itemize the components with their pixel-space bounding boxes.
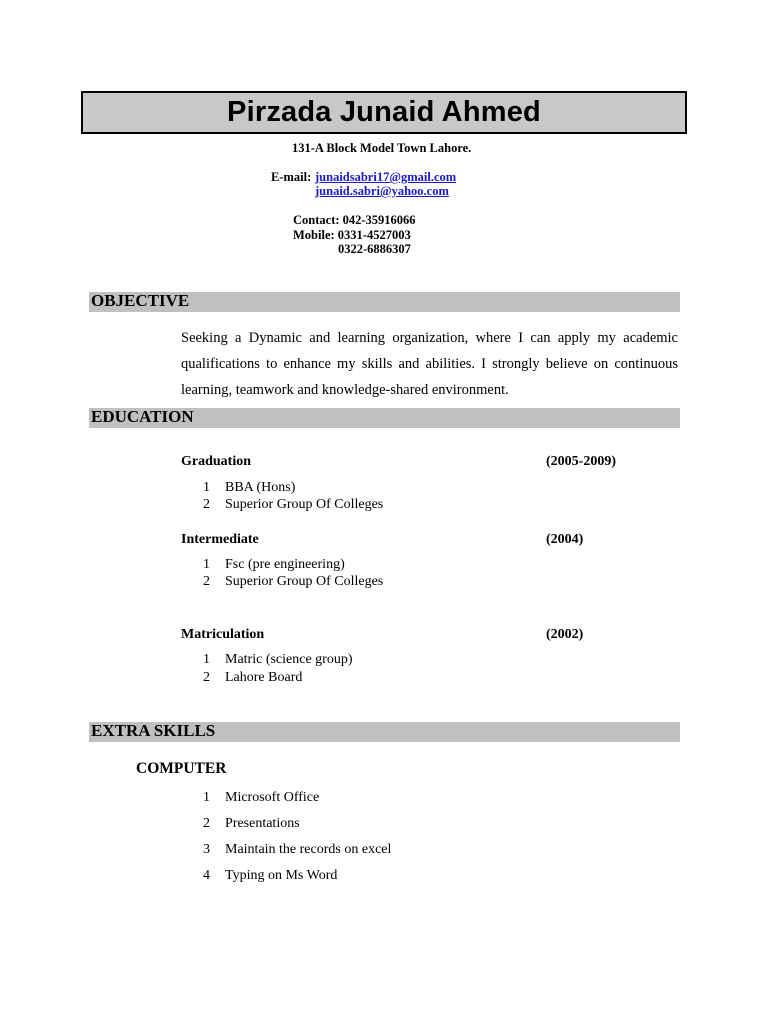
candidate-name: Pirzada Junaid Ahmed — [227, 96, 541, 128]
name-header — [81, 91, 687, 134]
education-title-graduation: Graduation — [181, 454, 252, 469]
education-title-intermediate: Intermediate — [181, 532, 259, 547]
education-years-intermediate: (2004) — [546, 532, 584, 547]
objective-heading: OBJECTIVE — [91, 291, 190, 310]
objective-section-bar — [89, 292, 680, 312]
email-link-yahoo[interactable]: junaid.sabri@yahoo.com — [315, 184, 449, 198]
mobile-phone-2: 0322-6886307 — [338, 242, 411, 256]
mobile-phone: Mobile: 0331-4527003 — [293, 228, 411, 242]
education-section-bar — [89, 408, 680, 428]
extra-skills-heading: EXTRA SKILLS — [91, 721, 216, 740]
contact-phone: Contact: 042-35916066 — [293, 213, 416, 227]
education-years-graduation: (2005-2009) — [546, 454, 616, 469]
education-title-matriculation: Matriculation — [181, 627, 265, 642]
email-label: E-mail: — [271, 170, 312, 184]
education-heading: EDUCATION — [91, 407, 194, 426]
education-years-matriculation: (2002) — [546, 627, 584, 642]
objective-text: Seeking a Dynamic and learning organization, where I can apply my academic qualifications to enhance my skills and abilities. I strongly believe on continuous learning, teamwork and knowledge-shared environment. — [181, 330, 678, 398]
address: 131-A Block Model Town Lahore. — [292, 141, 472, 155]
extra-skills-section-bar — [89, 722, 680, 742]
resume-page: Pirzada Junaid Ahmed 131-A Block Model Town Lahore. E-mail: junaidsabri17@gmail.com junaid.sabri@yahoo.com Contact: 042-35916066 Mobile: 0331-4527003 0322-6886307 OBJECTIVE Seeking a Dynamic and learning organization, where I can apply my academic qualifications to enhance my skills and abilities. I strongly believe on continuous learning, teamwork and knowledge-shared environment. EDUCATION Graduation (2005-2009) 1 BBA (Hons) 2 Superior Group Of Colleges Intermediate (2004) 1 Fsc (pre engineering) 2 Superior Group Of Colleges Matriculation (2002) 1 Matric (science group) 2 Lahore Board EXTRA SKILLS COMPUTER 1 Microsoft Office 2 Presentations 3 Maintain the records on excel 4 Typing on Ms Word — [0, 0, 768, 1024]
email-link-gmail[interactable]: junaidsabri17@gmail.com — [315, 170, 457, 184]
computer-subheading: COMPUTER — [136, 760, 227, 777]
